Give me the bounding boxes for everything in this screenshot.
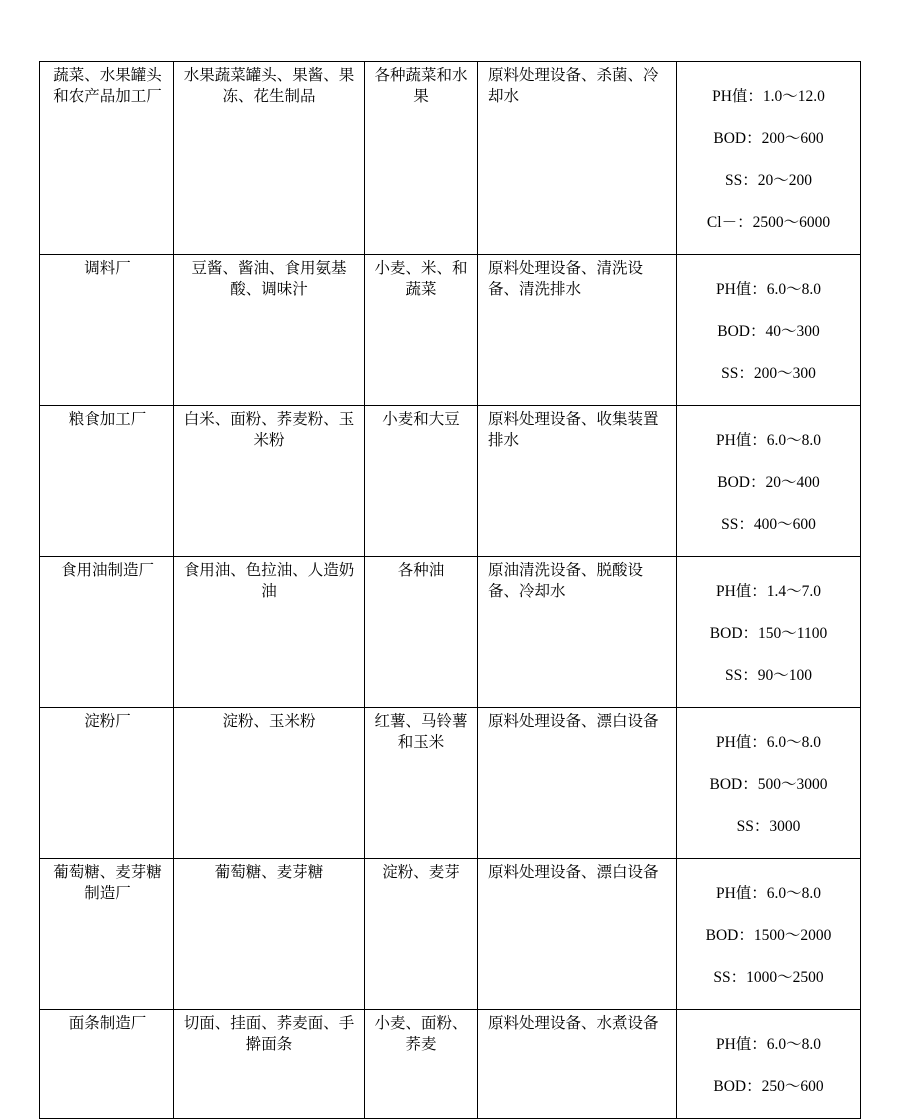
products-cell: 葡萄糖、麦芽糖 [174, 859, 365, 1010]
wastewater-source-cell: 原料处理设备、水煮设备 [478, 1010, 677, 1119]
products-cell: 白米、面粉、荞麦粉、玉米粉 [174, 406, 365, 557]
ss-value: SS：400～600 [721, 516, 816, 533]
materials-cell: 红薯、马铃薯和玉米 [365, 708, 478, 859]
ss-value: SS：3000 [736, 818, 801, 835]
wastewater-source-cell: 原料处理设备、漂白设备 [478, 708, 677, 859]
bod-value: BOD：500～3000 [709, 776, 828, 793]
materials-cell: 各种油 [365, 557, 478, 708]
water-quality-cell [677, 255, 861, 406]
products-cell: 食用油、色拉油、人造奶油 [174, 557, 365, 708]
bod-value: BOD：200～600 [713, 130, 824, 147]
bod-value: BOD：1500～2000 [705, 927, 832, 944]
bod-value: BOD：20～400 [717, 474, 820, 491]
materials-cell: 淀粉、麦芽 [365, 859, 478, 1010]
products-cell: 水果蔬菜罐头、果酱、果冻、花生制品 [174, 62, 365, 255]
products-cell: 淀粉、玉米粉 [174, 708, 365, 859]
materials-cell: 小麦、米、和蔬菜 [365, 255, 478, 406]
bod-value: BOD：250～600 [713, 1078, 824, 1095]
water-quality-cell [677, 62, 861, 255]
water-quality-cell [677, 859, 861, 1010]
table-row [40, 1010, 861, 1119]
table-row [40, 557, 861, 708]
ph-value: PH值：1.0～12.0 [712, 88, 825, 105]
products-cell: 切面、挂面、荞麦面、手擀面条 [174, 1010, 365, 1119]
plant-cell: 蔬菜、水果罐头和农产品加工厂 [40, 62, 174, 255]
plant-cell: 面条制造厂 [40, 1010, 174, 1119]
table-row [40, 708, 861, 859]
bod-value: BOD：150～1100 [709, 625, 828, 642]
water-quality-cell [677, 557, 861, 708]
plant-cell: 葡萄糖、麦芽糖制造厂 [40, 859, 174, 1010]
ss-value: SS：20～200 [725, 172, 812, 189]
ph-value: PH值：6.0～8.0 [715, 432, 822, 449]
ss-value: SS：200～300 [721, 365, 816, 382]
wastewater-source-cell: 原料处理设备、收集装置排水 [478, 406, 677, 557]
products-cell: 豆酱、酱油、食用氨基酸、调味汁 [174, 255, 365, 406]
materials-cell: 小麦、面粉、荞麦 [365, 1010, 478, 1119]
table-row [40, 406, 861, 557]
ss-value: SS：1000～2500 [713, 969, 824, 986]
plant-cell: 粮食加工厂 [40, 406, 174, 557]
materials-cell: 小麦和大豆 [365, 406, 478, 557]
chloride-value: Cl－：2500～6000 [706, 214, 831, 231]
wastewater-source-cell: 原油清洗设备、脱酸设备、冷却水 [478, 557, 677, 708]
ph-value: PH值：6.0～8.0 [715, 734, 822, 751]
water-quality-cell [677, 406, 861, 557]
water-quality-cell [677, 708, 861, 859]
materials-cell: 各种蔬菜和水果 [365, 62, 478, 255]
plant-cell: 食用油制造厂 [40, 557, 174, 708]
bod-value: BOD：40～300 [717, 323, 820, 340]
ph-value: PH值：6.0～8.0 [715, 1036, 822, 1053]
wastewater-source-cell: 原料处理设备、清洗设备、清洗排水 [478, 255, 677, 406]
wastewater-source-cell: 原料处理设备、杀菌、冷却水 [478, 62, 677, 255]
wastewater-table-container [39, 61, 861, 1119]
table-row [40, 62, 861, 255]
wastewater-source-cell: 原料处理设备、漂白设备 [478, 859, 677, 1010]
plant-cell: 调料厂 [40, 255, 174, 406]
table-row [40, 255, 861, 406]
water-quality-cell [677, 1010, 861, 1119]
ph-value: PH值：6.0～8.0 [715, 885, 822, 902]
food-industry-wastewater-table [39, 61, 861, 1119]
table-row [40, 859, 861, 1010]
plant-cell: 淀粉厂 [40, 708, 174, 859]
ph-value: PH值：1.4～7.0 [715, 583, 822, 600]
ss-value: SS：90～100 [725, 667, 812, 684]
ph-value: PH值：6.0～8.0 [715, 281, 822, 298]
